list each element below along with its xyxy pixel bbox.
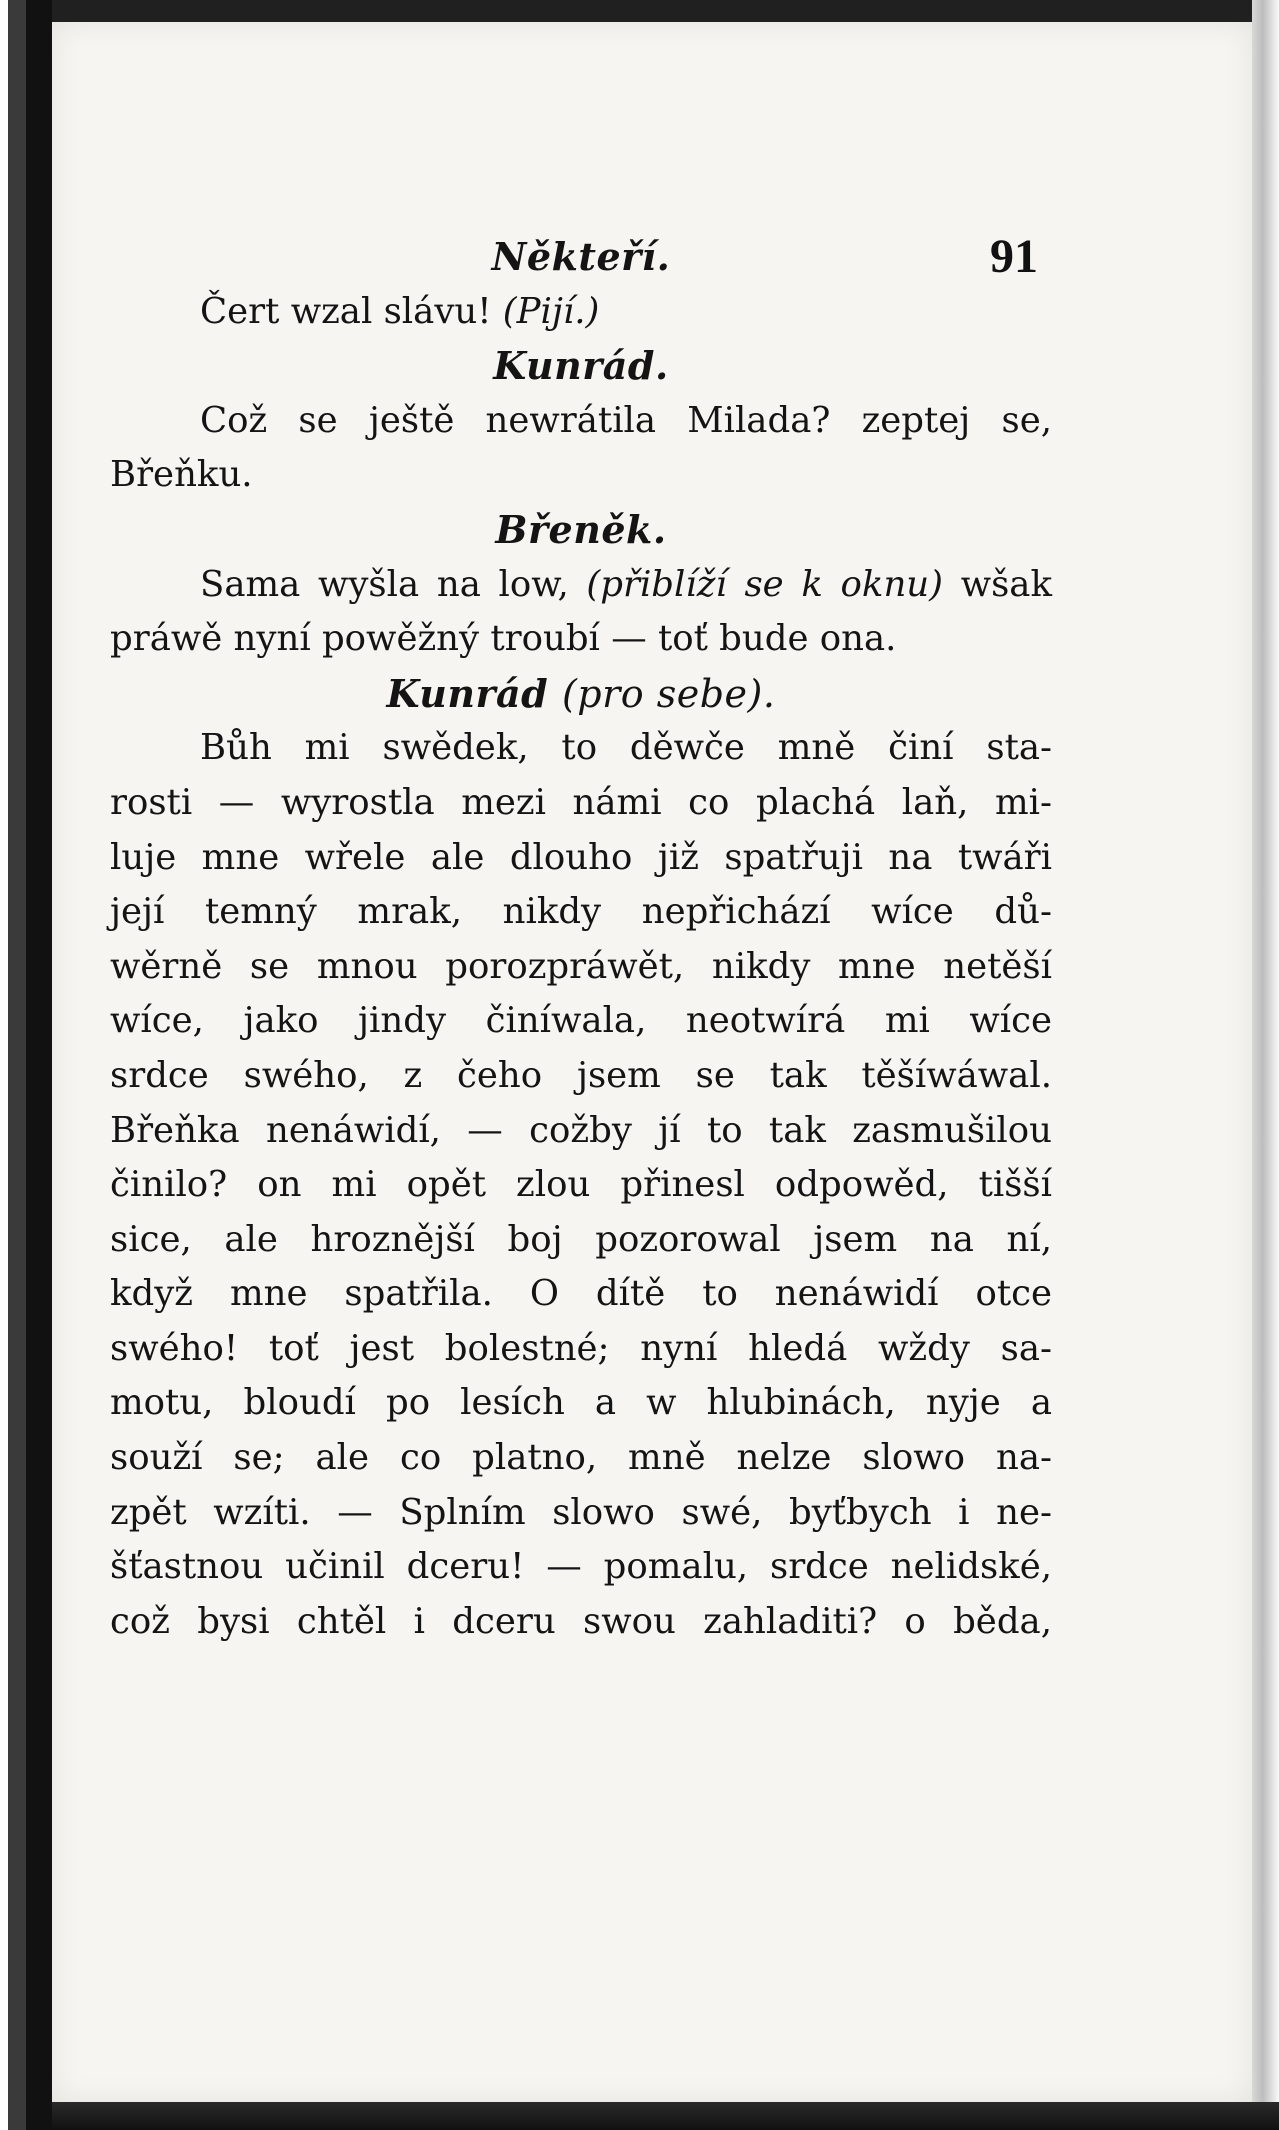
text-line: wěrně se mnou porozpráwět, nikdy mne netěší bbox=[110, 945, 1052, 987]
stage-direction: (přiblíží se k oknu) bbox=[586, 563, 944, 605]
text-line: když mne spatřila. O dítě to nenáwidí otce bbox=[110, 1273, 1052, 1315]
stage-direction: (Pijí.) bbox=[502, 290, 600, 332]
text-line: luje mne wřele ale dlouho již spatřuji na twáři bbox=[110, 836, 1052, 878]
speech-paragraph bbox=[110, 721, 1052, 1649]
text-line: motu, bloudí po lesích a w hlubinách, nyje a bbox=[110, 1382, 1052, 1424]
text-line: srdce swého, z čeho jsem se tak těšíwáwal. bbox=[110, 1054, 1052, 1096]
speaker-name: Kunrád bbox=[386, 670, 549, 716]
speaker-heading bbox=[110, 339, 1052, 394]
text-line: šťastnou učinil dceru! — pomalu, srdce nelidské, bbox=[110, 1546, 1052, 1588]
text-line: souží se; ale co platno, mně nelze slowo na- bbox=[110, 1437, 1052, 1479]
text-line: wíce, jako jindy činíwala, neotwírá mi wíce bbox=[110, 1000, 1052, 1042]
text-line: Břeňku. bbox=[110, 454, 253, 496]
speaker-name: Břeněk. bbox=[495, 506, 667, 552]
text-line: což bysi chtěl i dceru swou zahladiti? o běda, bbox=[110, 1600, 1052, 1642]
page-text bbox=[110, 230, 1052, 1649]
line-text: Čert wzal slávu! bbox=[200, 290, 503, 332]
page-number: 91 bbox=[990, 230, 1038, 283]
speech-paragraph bbox=[110, 394, 1052, 503]
text-line: rosti — wyrostla mezi námi co plachá laň, mi- bbox=[110, 781, 1052, 823]
text-line: Což se ještě newrátila Milada? zeptej se, bbox=[200, 399, 1052, 441]
line-text: Sama wyšla na low, bbox=[200, 563, 587, 605]
text-line: zpět wzíti. — Splním slowo swé, byťbych i ne- bbox=[110, 1491, 1052, 1533]
stage-direction: (pro sebe). bbox=[561, 671, 776, 716]
speech-paragraph bbox=[110, 285, 1052, 340]
text-line: swého! toť jest bolestné; nyní hledá wždy sa- bbox=[110, 1327, 1052, 1369]
book-spine-edge bbox=[0, 0, 52, 2130]
text-line: Bůh mi swědek, to děwče mně činí sta- bbox=[200, 727, 1052, 769]
speaker-heading bbox=[110, 503, 1052, 558]
speaker-name: Kunrád. bbox=[493, 343, 669, 389]
text-line bbox=[110, 558, 1052, 613]
page-right-edge bbox=[1252, 0, 1279, 2130]
text-line bbox=[110, 285, 1052, 340]
line-text: wšak bbox=[943, 563, 1052, 605]
page-bottom-edge bbox=[52, 2102, 1279, 2130]
speaker-name: Někteří. bbox=[491, 234, 671, 279]
text-line: činilo? on mi opět zlou přinesl odpowěd, tišší bbox=[110, 1164, 1052, 1206]
speaker-heading bbox=[110, 667, 1052, 722]
text-line: její temný mrak, nikdy nepřichází wíce dů- bbox=[110, 891, 1052, 933]
text-line: sice, ale hroznější boj pozorowal jsem na ní, bbox=[110, 1218, 1052, 1260]
text-line: práwě nyní powěžný troubí — toť bude ona. bbox=[110, 618, 897, 660]
speech-paragraph bbox=[110, 558, 1052, 667]
speaker-heading bbox=[110, 230, 1052, 285]
text-line: Břeňka nenáwidí, — cožby jí to tak zasmušilou bbox=[110, 1109, 1052, 1151]
